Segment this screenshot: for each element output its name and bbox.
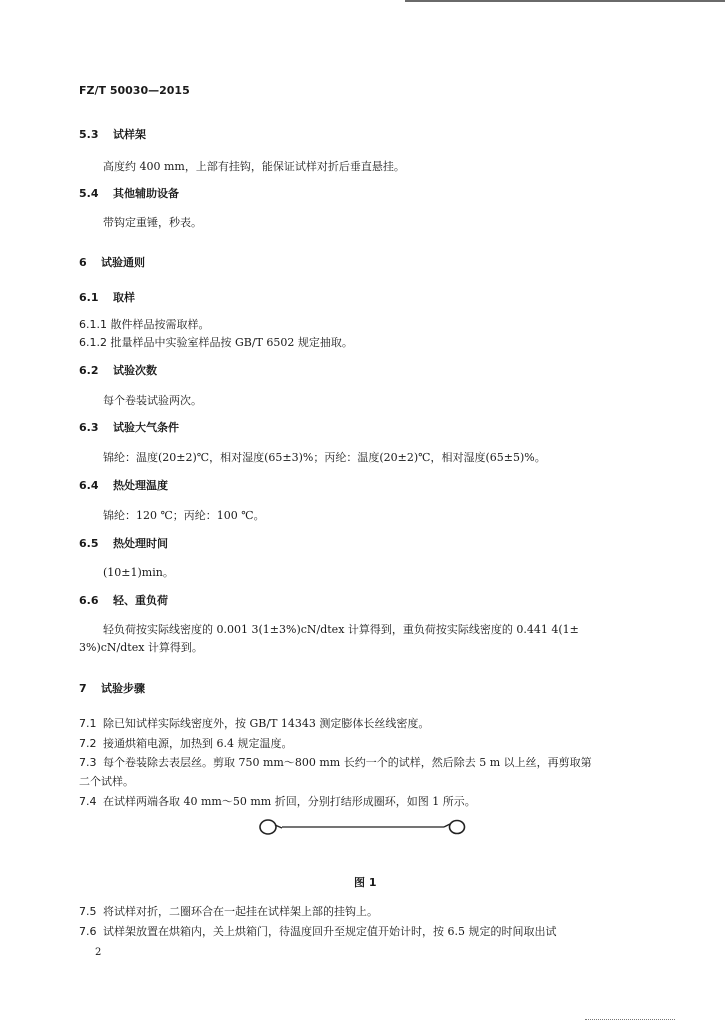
clause-6-1-1 [79, 318, 210, 332]
heading-6-5 [79, 537, 168, 551]
clause-number: 7.4 [79, 795, 97, 808]
clause-number: 6.1.2 [79, 336, 107, 349]
heading-6-3 [79, 421, 179, 435]
document-number: FZ/T 50030—2015 [79, 84, 190, 97]
right-loop [450, 821, 465, 834]
clause-number: 7.1 [79, 717, 97, 730]
paragraph-6-6-line-2: 3%)cN/dtex 计算得到。 [79, 641, 203, 654]
section-number: 5.3 [79, 128, 99, 141]
clause-7-2 [79, 737, 293, 751]
paragraph-6-4: 锦纶：120 ℃；丙纶：100 ℃。 [103, 509, 265, 522]
heading-5-4 [79, 187, 179, 201]
clause-7-5 [79, 905, 378, 919]
clause-7-4 [79, 795, 476, 809]
clause-text: 试样架放置在烘箱内，关上烘箱门，待温度回升至规定值开始计时，按 6.5 规定的时间取出试 [103, 925, 557, 938]
clause-number: 7.2 [79, 737, 97, 750]
header-rule [405, 0, 725, 2]
paragraph-5-3: 高度约 400 mm，上部有挂钩，能保证试样对折后垂直悬挂。 [103, 160, 405, 173]
figure-1-yarn-loops [255, 816, 470, 838]
heading-6-4 [79, 479, 168, 493]
section-number: 6.5 [79, 537, 99, 550]
section-number: 6.6 [79, 594, 99, 607]
clause-text: 将试样对折，二圈环合在一起挂在试样架上部的挂钩上。 [103, 905, 378, 918]
figure-caption: 图 1 [354, 876, 377, 889]
section-title: 试验步骤 [101, 682, 145, 695]
paragraph-6-2: 每个卷装试验两次。 [103, 394, 202, 407]
clause-number: 7.5 [79, 905, 97, 918]
clause-number: 7.6 [79, 925, 97, 938]
section-number: 6.2 [79, 364, 99, 377]
heading-7 [79, 682, 145, 696]
clause-number: 7.3 [79, 756, 97, 769]
section-number: 6 [79, 256, 87, 269]
clause-number: 6.1.1 [79, 318, 107, 331]
clause-text: 接通烘箱电源，加热到 6.4 规定温度。 [103, 737, 293, 750]
clause-text: 散件样品按需取样。 [110, 318, 210, 331]
heading-6-1 [79, 291, 135, 305]
section-number: 6.1 [79, 291, 99, 304]
section-title: 试验大气条件 [113, 421, 179, 434]
section-title: 试验次数 [113, 364, 157, 377]
paragraph-6-5: (10±1)min。 [103, 566, 174, 579]
clause-text: 批量样品中实验室样品按 GB/T 6502 规定抽取。 [110, 336, 353, 349]
left-loop [260, 820, 276, 834]
heading-6-6 [79, 594, 168, 608]
section-title: 轻、重负荷 [113, 594, 168, 607]
section-title: 其他辅助设备 [113, 187, 179, 200]
paragraph-5-4: 带钩定重锤，秒表。 [103, 216, 202, 229]
heading-5-3 [79, 128, 146, 142]
section-number: 7 [79, 682, 87, 695]
section-number: 6.4 [79, 479, 99, 492]
paragraph-6-3: 锦纶：温度(20±2)℃，相对湿度(65±3)%；丙纶：温度(20±2)℃，相对湿度(65±5)%。 [103, 451, 546, 464]
clause-7-1 [79, 717, 429, 731]
section-title: 试验通则 [101, 256, 145, 269]
section-number: 5.4 [79, 187, 99, 200]
page-number: 2 [95, 947, 102, 958]
heading-6 [79, 256, 145, 270]
clause-6-1-2 [79, 336, 353, 350]
section-title: 试样架 [113, 128, 146, 141]
heading-6-2 [79, 364, 157, 378]
clause-7-3-line-2: 二个试样。 [79, 775, 134, 788]
section-title: 热处理时间 [113, 537, 168, 550]
clause-text: 每个卷装除去表层丝。剪取 750 mm～800 mm 长约一个的试样，然后除去 5 m 以上丝，再剪取第 [103, 756, 592, 769]
footer-rule [585, 1019, 675, 1021]
clause-7-3-line-1 [79, 756, 592, 770]
section-number: 6.3 [79, 421, 99, 434]
clause-text: 除已知试样实际线密度外，按 GB/T 14343 测定膨体长丝线密度。 [103, 717, 430, 730]
clause-7-6 [79, 925, 556, 939]
clause-text: 在试样两端各取 40 mm～50 mm 折回，分别打结形成圈环，如图 1 所示。 [103, 795, 476, 808]
section-title: 取样 [113, 291, 135, 304]
paragraph-6-6-line-1: 轻负荷按实际线密度的 0.001 3(1±3%)cN/dtex 计算得到，重负荷按实际线密度的 0.441 4(1± [103, 623, 579, 636]
section-title: 热处理温度 [113, 479, 168, 492]
